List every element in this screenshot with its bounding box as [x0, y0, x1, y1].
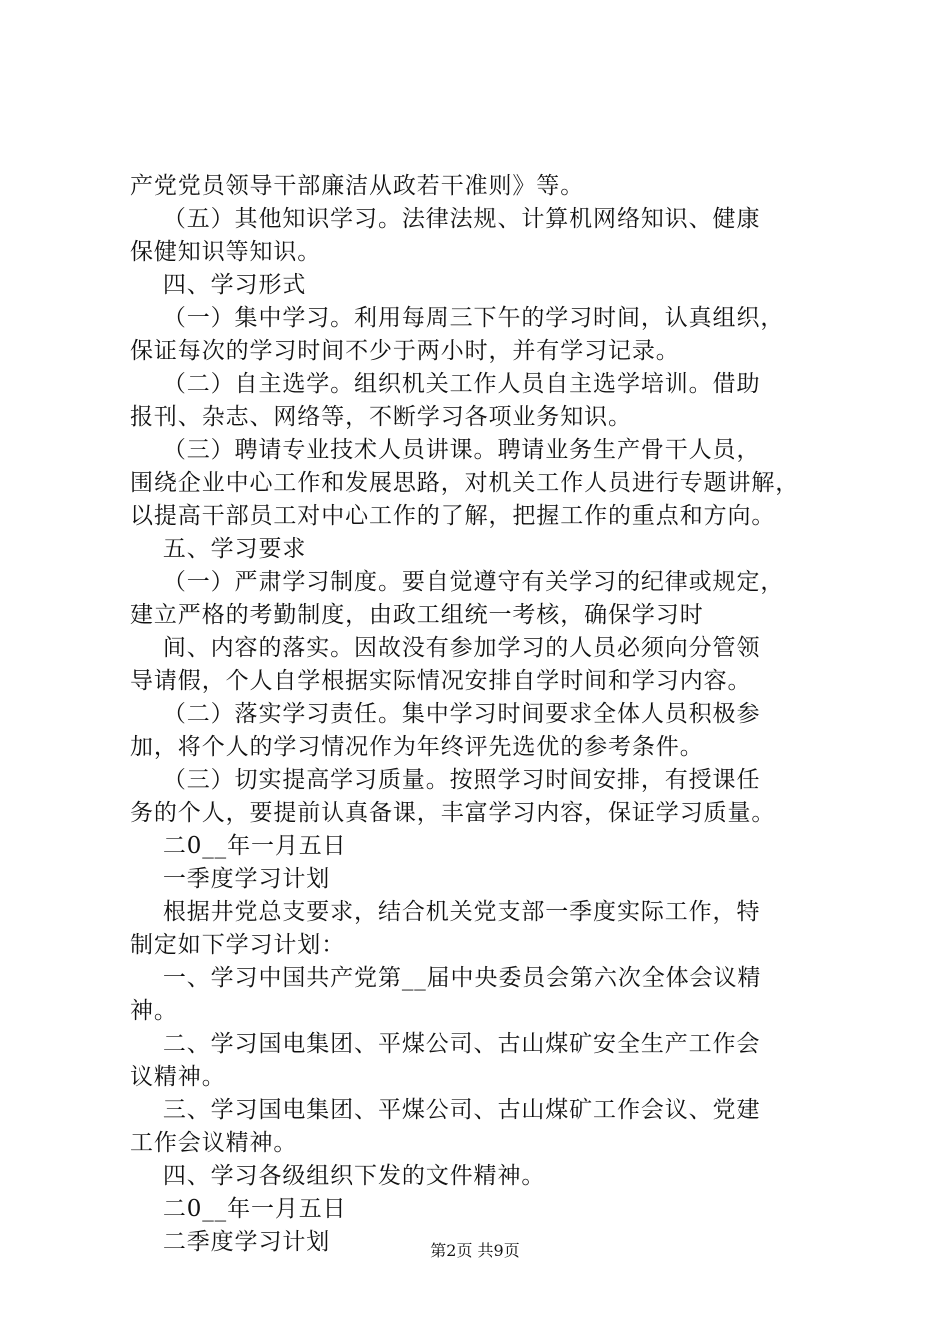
text-line: （五）其他知识学习。法律法规、计算机网络知识、健康 [130, 206, 761, 232]
text-line: 报刊、杂志、网络等，不断学习各项业务知识。 [130, 404, 632, 430]
text-line: 二季度学习计划 [130, 1229, 331, 1255]
text-line: 加，将个人的学习情况作为年终评先选优的参考条件。 [130, 734, 704, 760]
text-line: 神。 [130, 998, 178, 1024]
text-line: 务的个人，要提前认真备课，丰富学习内容，保证学习质量。 [130, 800, 776, 826]
text-line: 二0__年一月五日 [130, 833, 347, 859]
text-line: 工作会议精神。 [130, 1130, 298, 1156]
text-line: 围绕企业中心工作和发展思路，对机关工作人员进行专题讲解， [130, 470, 800, 496]
text-line: 以提高干部员工对中心工作的了解，把握工作的重点和方向。 [130, 503, 776, 529]
text-line: （三）切实提高学习质量。按照学习时间安排，有授课任 [130, 767, 761, 793]
text-line: 导请假，个人自学根据实际情况安排自学时间和学习内容。 [130, 668, 752, 694]
page-footer: 第2页 共9页 [430, 1241, 520, 1260]
text-line: 议精神。 [130, 1064, 226, 1090]
text-line: 保健知识等知识。 [130, 239, 322, 265]
text-line: 三、学习国电集团、平煤公司、古山煤矿工作会议、党建 [130, 1097, 761, 1123]
text-line: 建立严格的考勤制度，由政工组统一考核，确保学习时 [130, 602, 704, 628]
text-line: 产党党员领导干部廉洁从政若干准则》等。 [130, 173, 585, 199]
text-line: 四、学习各级组织下发的文件精神。 [130, 1163, 546, 1189]
text-line: （一）严肃学习制度。要自觉遵守有关学习的纪律或规定， [130, 569, 785, 595]
text-line: 根据井党总支要求，结合机关党支部一季度实际工作，特 [130, 899, 761, 925]
text-line: （三）聘请专业技术人员讲课。聘请业务生产骨干人员， [130, 437, 761, 463]
text-line: 一季度学习计划 [130, 866, 331, 892]
text-line: （二）自主选学。组织机关工作人员自主选学培训。借助 [130, 371, 761, 397]
text-line: 二、学习国电集团、平煤公司、古山煤矿安全生产工作会 [130, 1031, 761, 1057]
text-line: 五、学习要求 [130, 536, 307, 562]
text-line: 二0__年一月五日 [130, 1196, 347, 1222]
text-line: 间、内容的落实。因故没有参加学习的人员必须向分管领 [130, 635, 761, 661]
text-line: （一）集中学习。利用每周三下午的学习时间，认真组织， [130, 305, 785, 331]
text-line: 保证每次的学习时间不少于两小时，并有学习记录。 [130, 338, 680, 364]
text-line: 制定如下学习计划： [130, 932, 346, 958]
text-line: （二）落实学习责任。集中学习时间要求全体人员积极参 [130, 701, 761, 727]
document-body [130, 170, 840, 1259]
text-line: 四、学习形式 [130, 272, 307, 298]
text-line: 一、学习中国共产党第__届中央委员会第六次全体会议精 [130, 965, 762, 991]
